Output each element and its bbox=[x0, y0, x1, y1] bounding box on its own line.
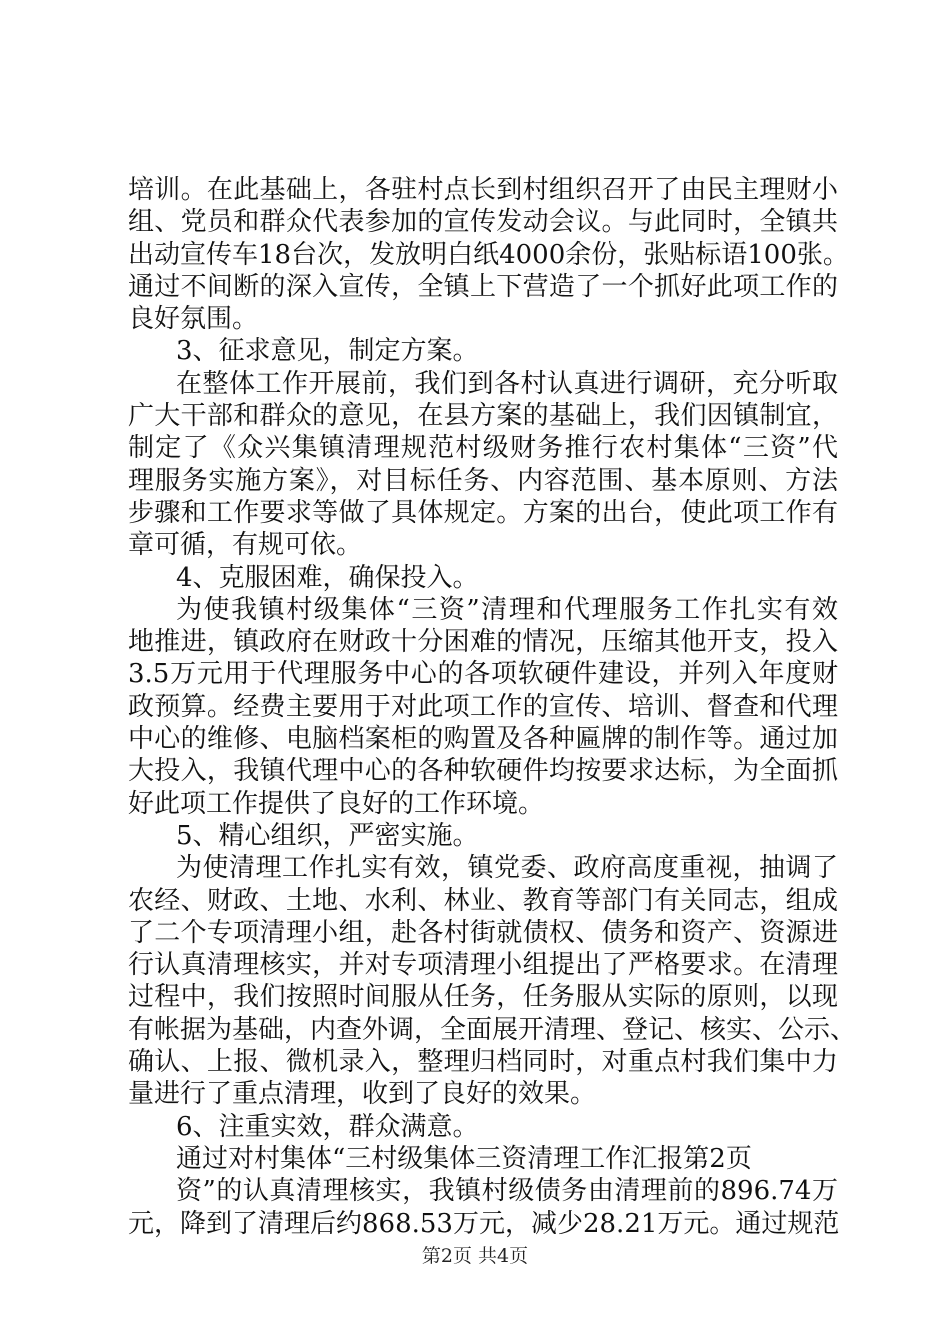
text-line: 通过对村集体“三村级集体三资清理工作汇报第2页 bbox=[176, 1143, 752, 1174]
text-line: 了二个专项清理小组，赴各村街就债权、债务和资产、资源进 bbox=[128, 917, 838, 948]
text-line: 中心的维修、电脑档案柜的购置及各种匾牌的制作等。通过加 bbox=[128, 724, 838, 755]
text-line: 步骤和工作要求等做了具体规定。方案的出台，使此项工作有 bbox=[128, 497, 838, 528]
text-line: 为使清理工作扎实有效，镇党委、政府高度重视，抽调了 bbox=[176, 853, 838, 884]
text-line: 通过不间断的深入宣传，全镇上下营造了一个抓好此项工作的 bbox=[128, 271, 838, 302]
text-line: 组、党员和群众代表参加的宣传发动会议。与此同时，全镇共 bbox=[128, 207, 838, 238]
text-line: 制定了《众兴集镇清理规范村级财务推行农村集体“三资”代 bbox=[128, 433, 838, 464]
text-line: 政预算。经费主要用于对此项工作的宣传、培训、督查和代理 bbox=[128, 691, 838, 722]
text-line: 出动宣传车18台次，发放明白纸4000余份，张贴标语100张。 bbox=[128, 239, 849, 270]
text-line: 地推进，镇政府在财政十分困难的情况，压缩其他开支，投入 bbox=[128, 627, 838, 658]
text-line: 3、征求意见，制定方案。 bbox=[176, 336, 479, 367]
text-line: 过程中，我们按照时间服从任务，任务服从实际的原则，以现 bbox=[128, 982, 838, 1013]
page-footer: 第2页 共4页 bbox=[421, 1245, 529, 1267]
text-line: 量进行了重点清理，收到了良好的效果。 bbox=[128, 1079, 597, 1110]
text-line: 4、克服困难，确保投入。 bbox=[176, 562, 479, 593]
text-line: 确认、上报、微机录入，整理归档同时，对重点村我们集中力 bbox=[128, 1047, 838, 1078]
text-line: 农经、财政、土地、水利、林业、教育等部门有关同志，组成 bbox=[128, 885, 838, 916]
text-line: 5、精心组织，严密实施。 bbox=[176, 820, 479, 851]
text-line: 章可循，有规可依。 bbox=[128, 530, 363, 561]
text-line: 良好氛围。 bbox=[128, 304, 259, 335]
text-line: 3.5万元用于代理服务中心的各项软硬件建设，并列入年度财 bbox=[128, 659, 838, 690]
text-line: 有帐据为基础，内查外调，全面展开清理、登记、核实、公示、 bbox=[128, 1014, 857, 1045]
text-line: 行认真清理核实，并对专项清理小组提出了严格要求。在清理 bbox=[128, 950, 838, 981]
text-line: 培训。在此基础上，各驻村点长到村组织召开了由民主理财小 bbox=[128, 175, 838, 205]
text-line: 广大干部和群众的意见，在县方案的基础上，我们因镇制宜， bbox=[128, 401, 838, 432]
text-line: 大投入，我镇代理中心的各种软硬件均按要求达标，为全面抓 bbox=[128, 756, 838, 787]
text-line: 为使我镇村级集体“三资”清理和代理服务工作扎实有效 bbox=[176, 594, 838, 625]
text-line: 好此项工作提供了良好的工作环境。 bbox=[128, 788, 545, 819]
text-line: 在整体工作开展前，我们到各村认真进行调研，充分听取 bbox=[176, 368, 838, 399]
text-line: 元，降到了清理后约868.53万元，减少28.21万元。通过规范 bbox=[128, 1208, 840, 1239]
text-line: 资”的认真清理核实，我镇村级债务由清理前的896.74万 bbox=[176, 1176, 838, 1207]
text-line: 6、注重实效，群众满意。 bbox=[176, 1111, 479, 1142]
document-body bbox=[128, 174, 857, 1240]
text-line: 理服务实施方案》，对目标任务、内容范围、基本原则、方法 bbox=[128, 465, 838, 496]
